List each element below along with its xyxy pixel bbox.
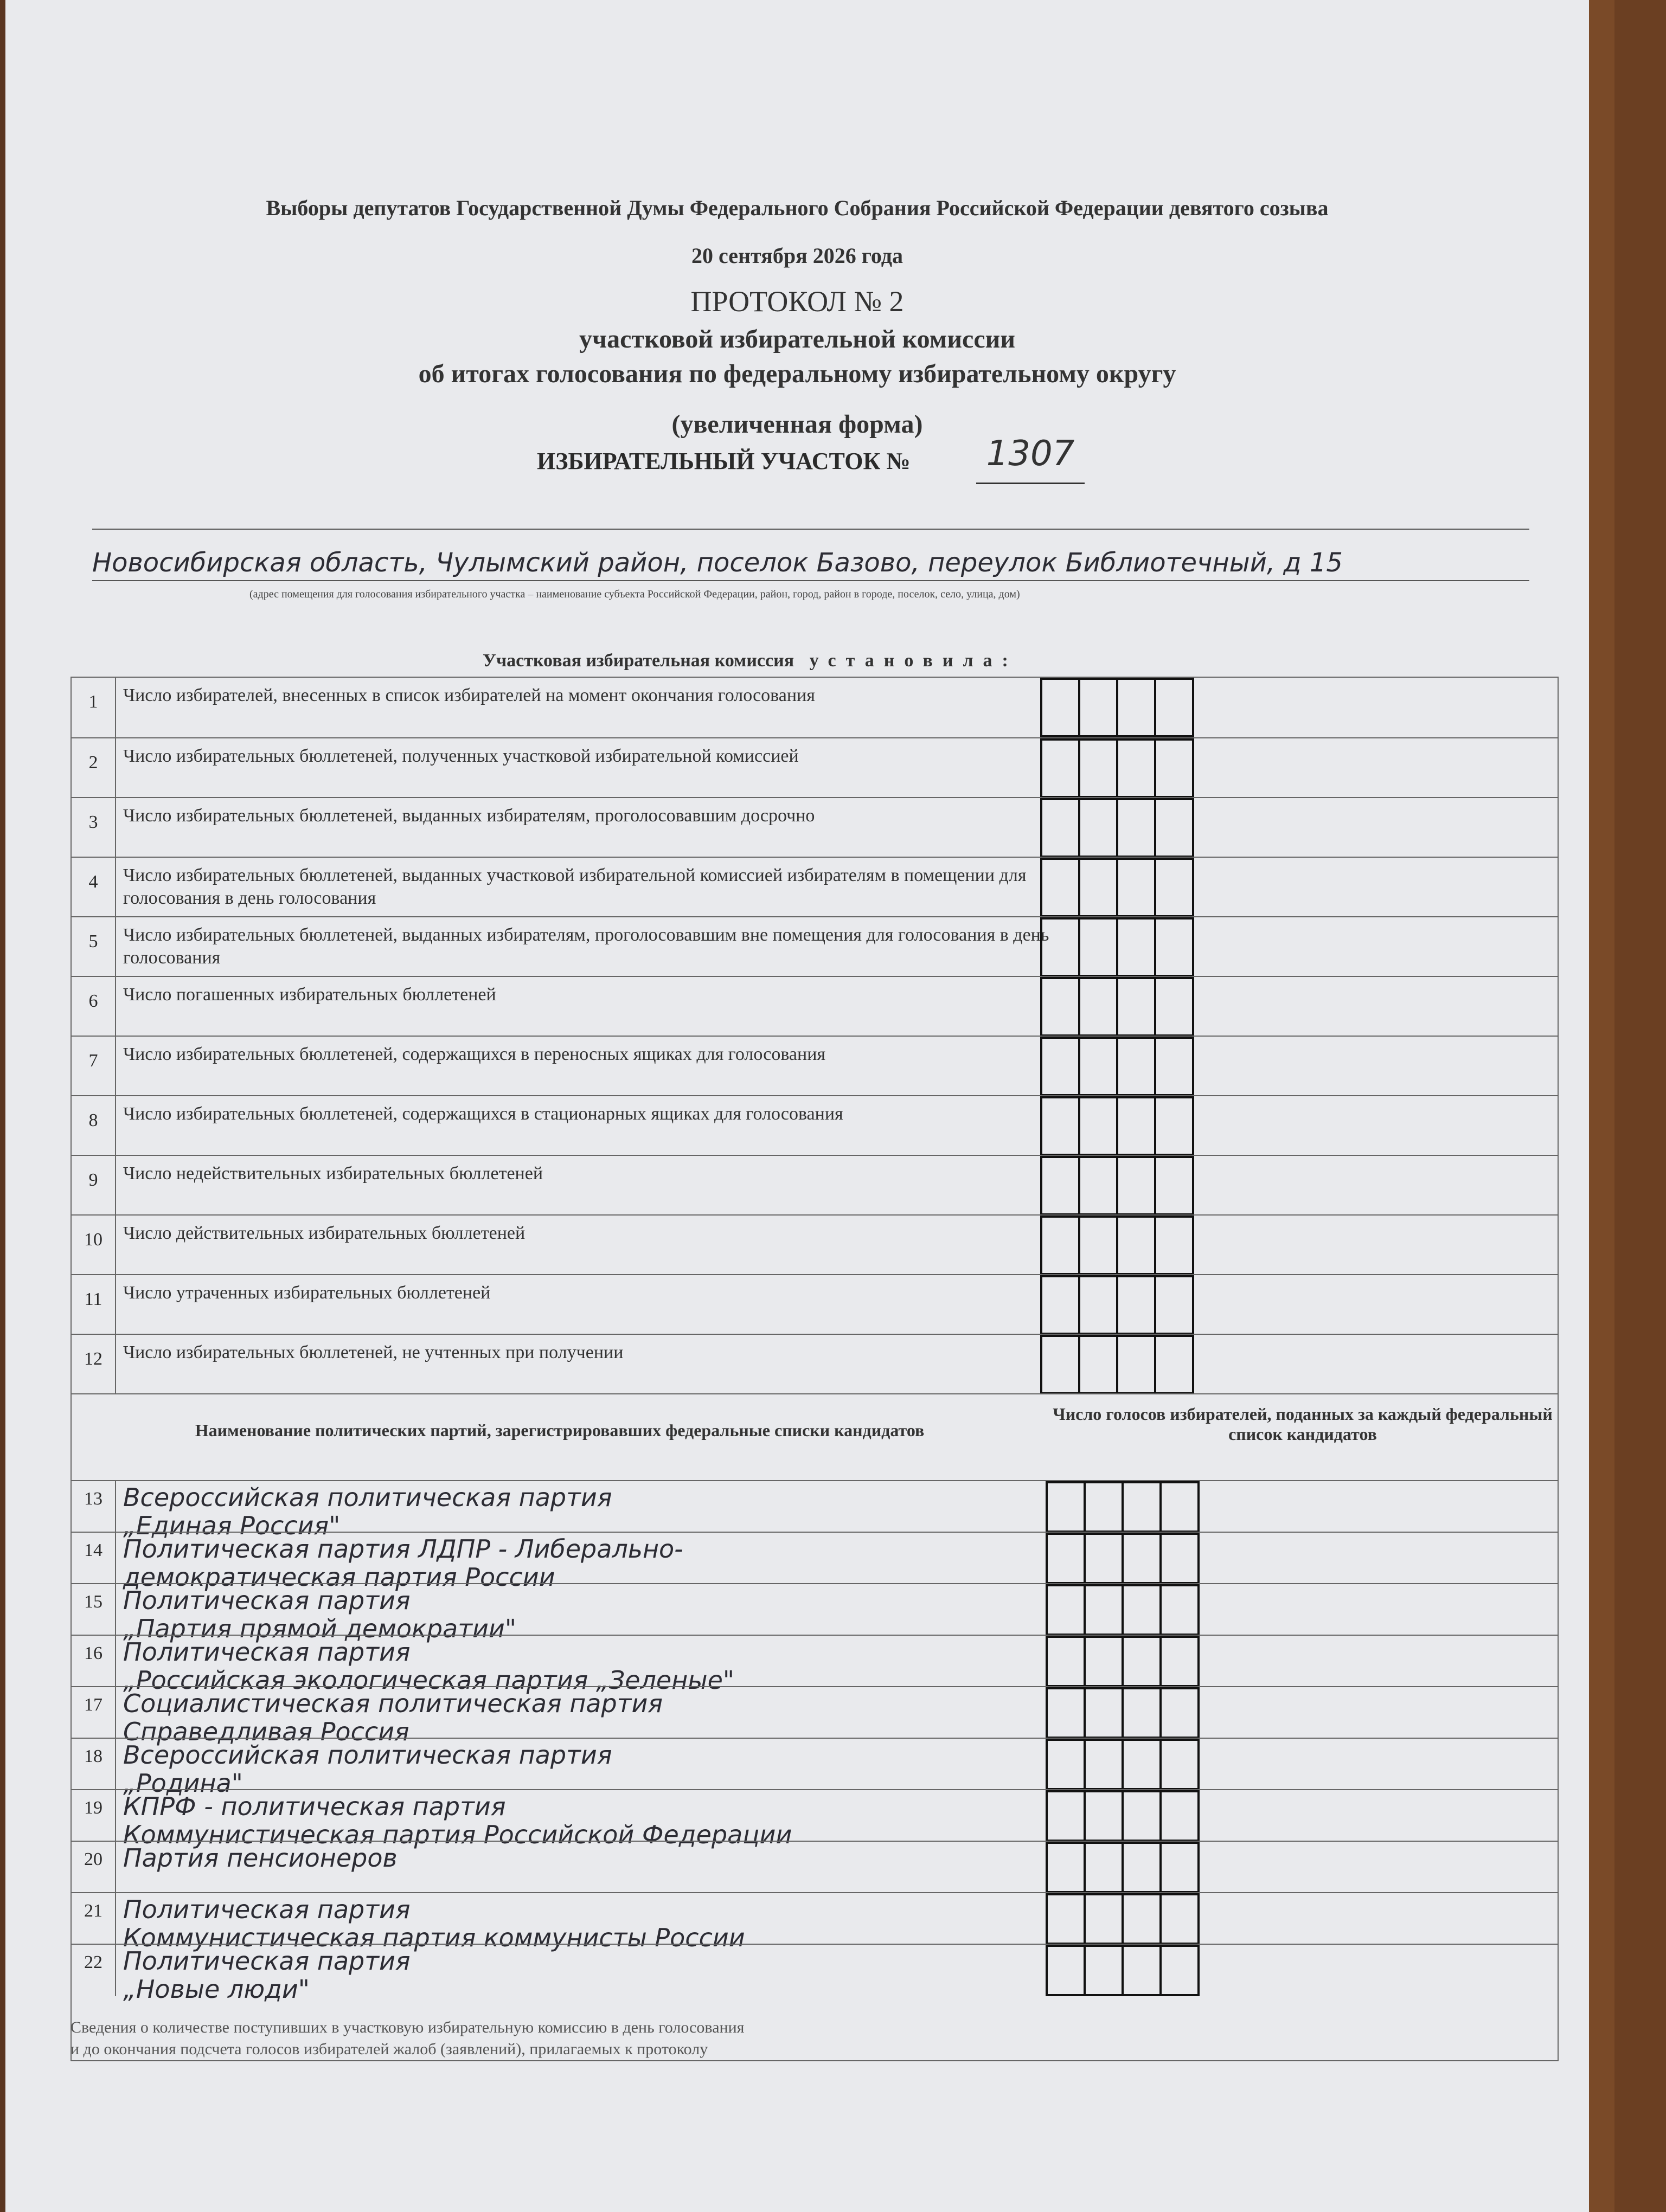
digit-boxes [1042, 1096, 1194, 1156]
digit-boxes [1048, 1481, 1200, 1533]
digit-boxes [1042, 1216, 1194, 1275]
row-number: 8 [72, 1096, 116, 1156]
digit-box[interactable] [1122, 1584, 1162, 1636]
digit-box[interactable] [1116, 977, 1156, 1037]
digit-boxes [1042, 1335, 1194, 1394]
party-name-line1: Всероссийская политическая партия [123, 1740, 612, 1770]
digit-box[interactable] [1084, 1481, 1124, 1533]
digit-box[interactable] [1040, 917, 1080, 977]
row-number: 5 [72, 917, 116, 977]
digit-boxes [1048, 1790, 1200, 1842]
digit-box[interactable] [1159, 1533, 1200, 1584]
digit-box[interactable] [1116, 1096, 1156, 1156]
digit-box[interactable] [1159, 1584, 1200, 1636]
party-name-line1: Политическая партия [123, 1586, 411, 1615]
row-number: 11 [72, 1275, 116, 1335]
digit-boxes [1042, 1037, 1194, 1096]
digit-box[interactable] [1154, 977, 1194, 1037]
commission-subtitle: участковой избирательной комиссии [579, 325, 1015, 353]
digit-box[interactable] [1154, 1275, 1194, 1335]
digit-box[interactable] [1122, 1533, 1162, 1584]
digit-box[interactable] [1040, 798, 1080, 858]
form-type: (увеличенная форма) [671, 410, 923, 439]
digit-box[interactable] [1159, 1842, 1200, 1893]
digit-box[interactable] [1040, 858, 1080, 917]
row-number: 10 [72, 1216, 116, 1275]
election-title: Выборы депутатов Государственной Думы Федерального Собрания Российской Федерации девятого созыва [266, 196, 1329, 220]
row-number: 18 [72, 1739, 116, 1790]
digit-box[interactable] [1040, 1156, 1080, 1216]
party-name-line2: „Родина" [123, 1769, 243, 1798]
party-name-line1: Всероссийская политическая партия [123, 1483, 612, 1512]
votes-header-text: Число голосов избирателей, поданных за каждый федеральный список кандидатов [1053, 1404, 1553, 1444]
complaints-note-line2: и до окончания подсчета голосов избирателей жалоб (заявлений), прилагаемых к протоколу [71, 2040, 708, 2058]
digit-boxes [1048, 1584, 1200, 1636]
precinct-number: 1307 [976, 434, 1085, 484]
digit-box[interactable] [1046, 1533, 1086, 1584]
digit-box[interactable] [1078, 678, 1118, 737]
digit-box[interactable] [1040, 678, 1080, 737]
digit-boxes [1042, 798, 1194, 858]
party-name-line2: „Российская экологическая партия „Зеленые" [123, 1666, 735, 1695]
digit-box[interactable] [1084, 1636, 1124, 1687]
digit-boxes [1048, 1945, 1200, 1996]
party-row [72, 1841, 1558, 1893]
row-number: 20 [72, 1842, 116, 1893]
digit-box[interactable] [1084, 1842, 1124, 1893]
table-row [72, 1334, 1558, 1394]
table-row [72, 1214, 1558, 1275]
party-name-line2: демократическая партия России [123, 1562, 555, 1592]
party-row [72, 1944, 1558, 2004]
table-row [72, 1095, 1558, 1156]
commission-label: Участковая избирательная комиссия [483, 651, 794, 671]
complaints-note-line1: Сведения о количестве поступивших в участковую избирательную комиссию в день голосования [71, 2018, 745, 2036]
digit-box[interactable] [1154, 738, 1194, 798]
digit-box[interactable] [1078, 738, 1118, 798]
digit-boxes [1042, 858, 1194, 917]
row-number: 21 [72, 1893, 116, 1945]
digit-box[interactable] [1078, 798, 1118, 858]
table-row [72, 857, 1558, 917]
complaints-note [71, 2017, 744, 2060]
digit-box[interactable] [1154, 1216, 1194, 1275]
precinct-label: ИЗБИРАТЕЛЬНЫЙ УЧАСТОК № [537, 448, 911, 474]
results-subtitle: об итогах голосования по федеральному избирательному округу [418, 359, 1176, 388]
digit-box[interactable] [1046, 1739, 1086, 1790]
row-label: Число действительных избирательных бюллетеней [123, 1223, 526, 1243]
table-row [72, 737, 1558, 798]
digit-box[interactable] [1159, 1687, 1200, 1739]
digit-box[interactable] [1116, 738, 1156, 798]
digit-box[interactable] [1040, 977, 1080, 1037]
row-number: 2 [72, 738, 116, 798]
party-row [72, 1635, 1558, 1695]
address-rule [92, 529, 1529, 530]
digit-box[interactable] [1078, 858, 1118, 917]
digit-box[interactable] [1154, 1037, 1194, 1096]
results-table [71, 677, 1559, 2061]
digit-box[interactable] [1159, 1636, 1200, 1687]
digit-box[interactable] [1116, 1216, 1156, 1275]
digit-box[interactable] [1122, 1842, 1162, 1893]
digit-boxes [1048, 1842, 1200, 1893]
party-name-line1: КПРФ - политическая партия [123, 1792, 506, 1821]
digit-box[interactable] [1078, 1096, 1118, 1156]
parties-header [72, 1393, 1048, 1480]
digit-boxes [1048, 1739, 1200, 1790]
digit-box[interactable] [1078, 1156, 1118, 1216]
digit-boxes [1048, 1533, 1200, 1584]
party-name-line1: Социалистическая политическая партия [123, 1689, 663, 1718]
protocol-title: ПРОТОКОЛ № 2 [690, 285, 904, 318]
digit-box[interactable] [1159, 1945, 1200, 1996]
digit-boxes [1048, 1636, 1200, 1687]
row-label: Число избирательных бюллетеней, содержащихся в стационарных ящиках для голосования [123, 1104, 843, 1124]
digit-boxes [1042, 1275, 1194, 1335]
digit-box[interactable] [1040, 1096, 1080, 1156]
digit-box[interactable] [1046, 1687, 1086, 1739]
party-name-line2: Справедливая Россия [123, 1717, 409, 1746]
digit-box[interactable] [1122, 1636, 1162, 1687]
row-number: 6 [72, 977, 116, 1037]
digit-box[interactable] [1122, 1790, 1162, 1842]
party-row [72, 1583, 1558, 1643]
party-row [72, 1532, 1558, 1592]
party-row [72, 1480, 1558, 1540]
row-label: Число недействительных избирательных бюллетеней [123, 1163, 543, 1184]
digit-box[interactable] [1122, 1687, 1162, 1739]
party-name-line2: „Партия прямой демократии" [123, 1614, 516, 1643]
party-name-line2: Коммунистическая партия коммунисты России [123, 1923, 745, 1952]
digit-box[interactable] [1154, 678, 1194, 737]
digit-box[interactable] [1084, 1739, 1124, 1790]
commission-verb: установила: [809, 651, 1018, 671]
digit-box[interactable] [1040, 1216, 1080, 1275]
party-row [72, 1892, 1558, 1952]
digit-box[interactable] [1116, 798, 1156, 858]
digit-box[interactable] [1154, 1335, 1194, 1394]
digit-box[interactable] [1040, 738, 1080, 798]
row-number: 14 [72, 1533, 116, 1584]
row-label: Число избирательных бюллетеней, выданных избирателям, проголосовавшим досрочно [123, 806, 815, 826]
party-row [72, 1686, 1558, 1746]
digit-box[interactable] [1046, 1636, 1086, 1687]
digit-box[interactable] [1040, 1037, 1080, 1096]
row-label: Число утраченных избирательных бюллетеней [123, 1283, 491, 1303]
digit-boxes [1042, 678, 1194, 737]
digit-box[interactable] [1046, 1481, 1086, 1533]
digit-box[interactable] [1046, 1842, 1086, 1893]
party-name-line2: „Новые люди" [123, 1975, 310, 2004]
address-value: Новосибирская область, Чулымский район, поселок Базово, переулок Библиотечный, д 15 [92, 548, 1529, 581]
party-name-line1: Партия пенсионеров [123, 1843, 398, 1873]
digit-boxes [1048, 1687, 1200, 1739]
commission-statement [483, 651, 1018, 671]
digit-boxes [1048, 1893, 1200, 1945]
background-frame-right [1614, 0, 1666, 2212]
table-row [72, 1036, 1558, 1096]
row-label: Число погашенных избирательных бюллетеней [123, 985, 496, 1005]
digit-box[interactable] [1078, 977, 1118, 1037]
digit-box[interactable] [1084, 1584, 1124, 1636]
party-name-line1: Политическая партия ЛДПР - Либерально- [123, 1534, 683, 1564]
row-number: 19 [72, 1790, 116, 1842]
table-row [72, 916, 1558, 977]
digit-box[interactable] [1154, 798, 1194, 858]
digit-box[interactable] [1122, 1945, 1162, 1996]
digit-box[interactable] [1084, 1790, 1124, 1842]
section-divider [72, 1393, 1558, 1395]
digit-box[interactable] [1122, 1739, 1162, 1790]
digit-box[interactable] [1116, 1037, 1156, 1096]
digit-box[interactable] [1084, 1687, 1124, 1739]
digit-box[interactable] [1084, 1533, 1124, 1584]
party-name-line1: Политическая партия [123, 1895, 411, 1924]
digit-box[interactable] [1159, 1790, 1200, 1842]
row-number: 4 [72, 858, 116, 917]
address-caption: (адрес помещения для голосования избирательного участка – наименование субъекта Российской Федерации, район, город, район в городе, поселок, село, улица, дом) [249, 588, 1020, 600]
digit-box[interactable] [1116, 1156, 1156, 1216]
row-label: Число избирательных бюллетеней, содержащихся в переносных ящиках для голосования [123, 1044, 826, 1064]
table-row [72, 678, 1558, 737]
digit-box[interactable] [1154, 1096, 1194, 1156]
row-label: Число избирателей, внесенных в список избирателей на момент окончания голосования [123, 685, 815, 705]
party-row [72, 1789, 1558, 1849]
digit-boxes [1042, 1156, 1194, 1216]
digit-boxes [1042, 738, 1194, 798]
digit-box[interactable] [1046, 1893, 1086, 1945]
party-name [123, 1844, 398, 1872]
table-row [72, 1155, 1558, 1216]
digit-box[interactable] [1122, 1481, 1162, 1533]
digit-box[interactable] [1040, 1335, 1080, 1394]
row-number: 15 [72, 1584, 116, 1636]
digit-boxes [1042, 917, 1194, 977]
row-number: 1 [72, 678, 116, 737]
digit-box[interactable] [1040, 1275, 1080, 1335]
digit-box[interactable] [1078, 1275, 1118, 1335]
digit-box[interactable] [1078, 1037, 1118, 1096]
row-number: 13 [72, 1481, 116, 1533]
digit-box[interactable] [1078, 917, 1118, 977]
row-label: Число избирательных бюллетеней, выданных избирателям, проголосовавшим вне помещения для голосования в день голосования [123, 925, 1049, 968]
digit-box[interactable] [1159, 1893, 1200, 1945]
row-number: 12 [72, 1335, 116, 1394]
row-label: Число избирательных бюллетеней, выданных участковой избирательной комиссией избирателям в помещении для голосования в день голосования [123, 865, 1027, 908]
digit-box[interactable] [1116, 858, 1156, 917]
party-row [72, 1738, 1558, 1798]
digit-box[interactable] [1116, 678, 1156, 737]
party-name [123, 1947, 411, 2003]
digit-box[interactable] [1078, 1216, 1118, 1275]
table-row [72, 1274, 1558, 1335]
digit-box[interactable] [1159, 1481, 1200, 1533]
digit-box[interactable] [1116, 917, 1156, 977]
digit-box[interactable] [1084, 1893, 1124, 1945]
digit-box[interactable] [1154, 917, 1194, 977]
digit-box[interactable] [1084, 1945, 1124, 1996]
row-number: 17 [72, 1687, 116, 1739]
parties-header-text: Наименование политических партий, зарегистрировавших федеральные списки кандидатов [195, 1420, 925, 1440]
row-number: 22 [72, 1945, 116, 1996]
protocol-sheet [5, 0, 1589, 2212]
digit-box[interactable] [1154, 858, 1194, 917]
digit-box[interactable] [1046, 1584, 1086, 1636]
party-name-line1: Политическая партия [123, 1637, 411, 1667]
row-number: 9 [72, 1156, 116, 1216]
digit-box[interactable] [1078, 1335, 1118, 1394]
digit-box[interactable] [1116, 1335, 1156, 1394]
party-name-line1: Политическая партия [123, 1946, 411, 1976]
row-label: Число избирательных бюллетеней, не учтенных при получении [123, 1342, 624, 1362]
table-row [72, 797, 1558, 858]
table-row [72, 976, 1558, 1037]
election-date: 20 сентября 2026 года [691, 243, 903, 268]
row-label: Число избирательных бюллетеней, полученных участковой избирательной комиссией [123, 746, 799, 766]
digit-box[interactable] [1116, 1275, 1156, 1335]
digit-box[interactable] [1122, 1893, 1162, 1945]
row-number: 16 [72, 1636, 116, 1687]
row-number: 7 [72, 1037, 116, 1096]
votes-header [1048, 1393, 1558, 1480]
digit-box[interactable] [1046, 1790, 1086, 1842]
digit-boxes [1042, 977, 1194, 1037]
party-name-line2: „Единая Россия" [123, 1511, 341, 1540]
digit-box[interactable] [1159, 1739, 1200, 1790]
digit-box[interactable] [1154, 1156, 1194, 1216]
row-number: 3 [72, 798, 116, 858]
party-name-line2: Коммунистическая партия Российской Федерации [123, 1820, 792, 1849]
digit-box[interactable] [1046, 1945, 1086, 1996]
